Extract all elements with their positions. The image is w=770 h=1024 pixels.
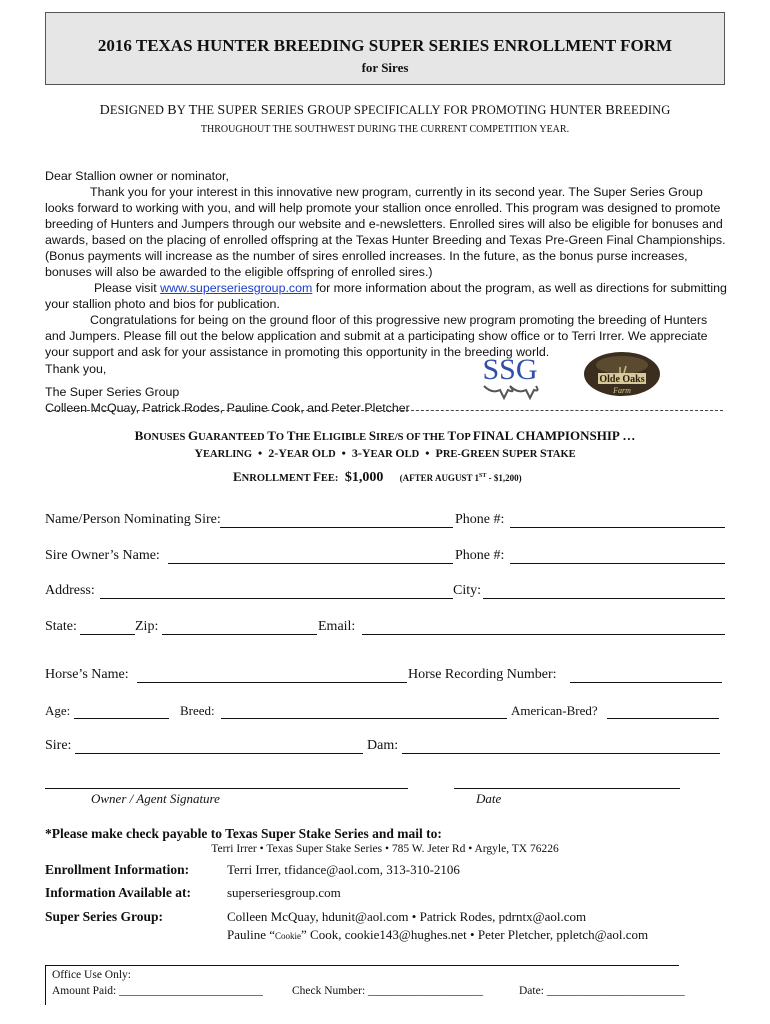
letter-paragraph-3: Congratulations for being on the ground floor of this progressive new program promoting the breeding of Hunters and Jumpers. Please fill out the below application and submit at a participating show office or to Terri Irrer. We appreciate your support and ask for your assistance in promoting this opportunity in the breeding world.	[45, 313, 708, 359]
dam-input[interactable]	[402, 739, 720, 754]
signature-label: Owner / Agent Signature	[91, 791, 220, 806]
city-label: City:	[453, 583, 482, 598]
dam-label: Dam:	[367, 738, 399, 753]
address-label: Address:	[45, 583, 95, 598]
office-use-box-edge	[45, 965, 46, 1005]
sire-label: Sire:	[45, 738, 72, 753]
enrollment-info-value: Terri Irrer, tfidance@aol.com, 313-310-2106	[227, 862, 460, 877]
state-input[interactable]	[80, 620, 135, 635]
owner-phone-label: Phone #:	[455, 548, 505, 563]
ssg-logo	[470, 350, 550, 402]
letter-thanks: Thank you,	[45, 362, 107, 376]
letter-paragraph-1: Thank you for your interest in this innovative new program, currently in its second year. The Super Series Group looks forward to working with you, and will help promote your stallion once enrolled. This program was designed to promote breeding of Hunters and Jumpers through our website and e-newsletters. Enrolled sires will also be eligible for bonuses and awards, based on the placing of enrolled offspring at the Texas Hunter Breeding and Texas Pre-Green Final Championships. (Bonus payments will increase as the number of sires enrolled increases. In the future, as the bonus purse increases, bonuses will also be awarded to the eligible offspring of enrolled sires.)	[45, 185, 726, 279]
signature-line[interactable]	[45, 788, 408, 789]
breed-input[interactable]	[221, 704, 507, 719]
age-label: Age:	[45, 703, 71, 718]
signature-date-label: Date	[476, 791, 502, 806]
zip-label: Zip:	[135, 619, 159, 634]
american-bred-label: American-Bred?	[511, 703, 598, 718]
office-use-heading: Office Use Only:	[52, 969, 131, 981]
enrollment-fee: ENROLLMENT FEE: $1,000 (AFTER AUGUST 1ST - $1,200)	[233, 469, 522, 485]
payment-instructions: *Please make check payable to Texas Super Stake Series and mail to:	[45, 826, 442, 841]
fee-amount: $1,000	[344, 470, 384, 485]
letter-paragraph-2: Please visit www.superseriesgroup.com for more information about the program, as well as directions for submitting your stallion photo and bios for publication.	[45, 281, 727, 311]
amount-paid-field[interactable]: Amount Paid: _________________________	[52, 985, 263, 997]
recording-number-input[interactable]	[570, 668, 722, 683]
dashed-divider	[47, 410, 723, 411]
tagline-line-1: DESIGNED BY THE SUPER SERIES GROUP SPECIFICALLY FOR PROMOTING HUNTER BREEDING	[99, 103, 671, 118]
owner-label: Sire Owner’s Name:	[45, 548, 160, 563]
olde-oaks-logo-line-1: Olde Oaks	[599, 374, 645, 385]
form-title: 2016 TEXAS HUNTER BREEDING SUPER SERIES ENROLLMENT FORM	[97, 36, 673, 55]
tagline-line-2: THROUGHOUT THE SOUTHWEST DURING THE CURRENT COMPETITION YEAR.	[200, 124, 570, 135]
form-subtitle: for Sires	[361, 60, 409, 75]
nominator-phone-input[interactable]	[510, 513, 725, 528]
letter-names: Colleen McQuay, Patrick Rodes, Pauline Cook, and Peter Pletcher	[45, 401, 410, 415]
super-series-group-contacts-2: Pauline “Cookie” Cook, cookie143@hughes.net • Peter Pletcher, ppletch@aol.com	[227, 927, 649, 942]
zip-input[interactable]	[162, 620, 317, 635]
recording-number-label: Horse Recording Number:	[408, 667, 557, 682]
nominator-label: Name/Person Nominating Sire:	[45, 512, 221, 527]
olde-oaks-logo-line-2: Farm	[613, 386, 631, 395]
american-bred-input[interactable]	[607, 704, 719, 719]
horse-name-label: Horse’s Name:	[45, 667, 129, 682]
nominator-input[interactable]	[220, 513, 453, 528]
info-available-value: superseriesgroup.com	[227, 885, 341, 900]
signature-date-line[interactable]	[454, 788, 680, 789]
ssg-logo-text: SSG	[482, 353, 538, 386]
address-input[interactable]	[100, 584, 453, 599]
nominator-phone-label: Phone #:	[455, 512, 505, 527]
olde-oaks-farm-logo	[582, 351, 662, 397]
bonus-heading: BONUSES GUARANTEED TO THE ELIGIBLE SIRE/S OF THE TOP FINAL CHAMPIONSHIP …	[134, 428, 636, 443]
super-series-group-label: Super Series Group:	[45, 909, 164, 924]
office-use-rule	[45, 965, 679, 966]
office-date-field[interactable]: Date: ________________________	[519, 985, 685, 997]
mailing-address: Terri Irrer • Texas Super Stake Series • 785 W. Jeter Rd • Argyle, TX 76226	[211, 843, 559, 855]
state-label: State:	[45, 619, 77, 634]
owner-phone-input[interactable]	[510, 549, 725, 564]
website-link[interactable]: www.superseriesgroup.com	[160, 281, 313, 295]
city-input[interactable]	[483, 584, 725, 599]
owner-input[interactable]	[168, 549, 453, 564]
late-fee: (AFTER AUGUST 1ST - $1,200)	[399, 473, 522, 483]
super-series-group-contacts-1: Colleen McQuay, hdunit@aol.com • Patrick Rodes, pdrntx@aol.com	[227, 909, 587, 924]
breed-label: Breed:	[180, 703, 215, 718]
check-number-field[interactable]: Check Number: ____________________	[292, 985, 484, 997]
letter-signoff: The Super Series Group	[45, 385, 180, 399]
age-input[interactable]	[74, 704, 169, 719]
email-label: Email:	[318, 619, 356, 634]
info-available-label: Information Available at:	[45, 885, 191, 900]
enrollment-info-label: Enrollment Information:	[45, 862, 190, 877]
sire-input[interactable]	[75, 739, 363, 754]
letter-salutation: Dear Stallion owner or nominator,	[45, 169, 229, 183]
horse-name-input[interactable]	[137, 668, 407, 683]
email-input[interactable]	[362, 620, 725, 635]
age-divisions: YEARLING • 2-YEAR OLD • 3-YEAR OLD • PRE-GREEN SUPER STAKE	[194, 446, 576, 460]
